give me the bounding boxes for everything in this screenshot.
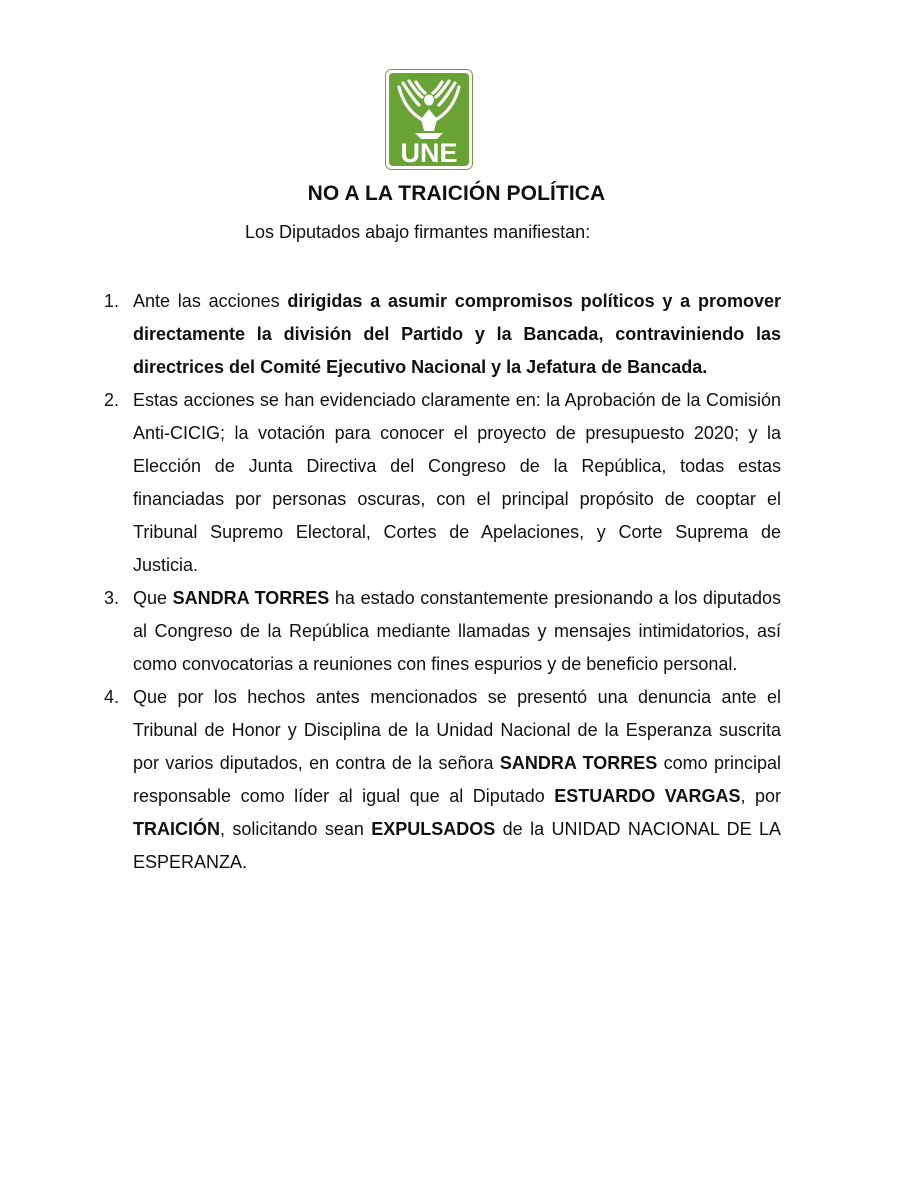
page-title: NO A LA TRAICIÓN POLÍTICA [307,182,606,205]
item-text: , por [740,786,781,806]
item-bold-name: SANDRA TORRES [499,753,658,773]
une-logo [385,69,473,170]
item-bold-text: EXPULSADOS [371,819,496,839]
item-text: Ante las acciones [133,291,288,311]
list-item [104,681,781,879]
item-number: 1. [104,291,120,311]
item-bold-name: ESTUARDO VARGAS [554,786,741,806]
item-bold-text: dirigidas a asumir compromisos políticos y a promover directamente la división del Partido y la Bancada, contraviniendo las directrices del Comité Ejecutivo Nacional y la Jefatura de Bancada. [133,291,781,377]
item-number: 2. [104,390,120,410]
manifesto-list [104,285,781,879]
item-text: Que [133,588,173,608]
item-bold-text: TRAICIÓN [133,819,220,839]
list-item [104,384,781,582]
item-number: 3. [104,588,120,608]
list-item [104,285,781,384]
item-text: Estas acciones se han evidenciado claramente en: la Aprobación de la Comisión Anti-CICIG; la votación para conocer el proyecto de presupuesto 2020; y la Elección de Junta Directiva del Congreso de la República, todas estas financiadas por personas oscuras, con el principal propósito de cooptar el Tribunal Supremo Electoral, Cortes de Apelaciones, y Corte Suprema de Justicia. [133,390,781,575]
item-number: 4. [104,687,120,707]
logo-text: UNE [400,138,458,168]
item-text: de la UNIDAD NACIONAL DE LA ESPERANZA. [133,819,781,872]
item-bold-name: SANDRA TORRES [172,588,330,608]
item-text: como principal responsable como líder al igual que al Diputado [133,753,781,806]
list-item [104,582,781,681]
subtitle: Los Diputados abajo firmantes manifiestan: [245,222,591,242]
item-text: Que por los hechos antes mencionados se presentó una denuncia ante el Tribunal de Honor y Disciplina de la Unidad Nacional de la Esperanza suscrita por varios diputados, en contra de la señora [133,687,781,773]
item-text: , solicitando sean [220,819,372,839]
item-text: ha estado constantemente presionando a los diputados al Congreso de la República mediante llamadas y mensajes intimidatorios, así como convocatorias a reuniones con fines espurios y de beneficio personal. [133,588,781,674]
